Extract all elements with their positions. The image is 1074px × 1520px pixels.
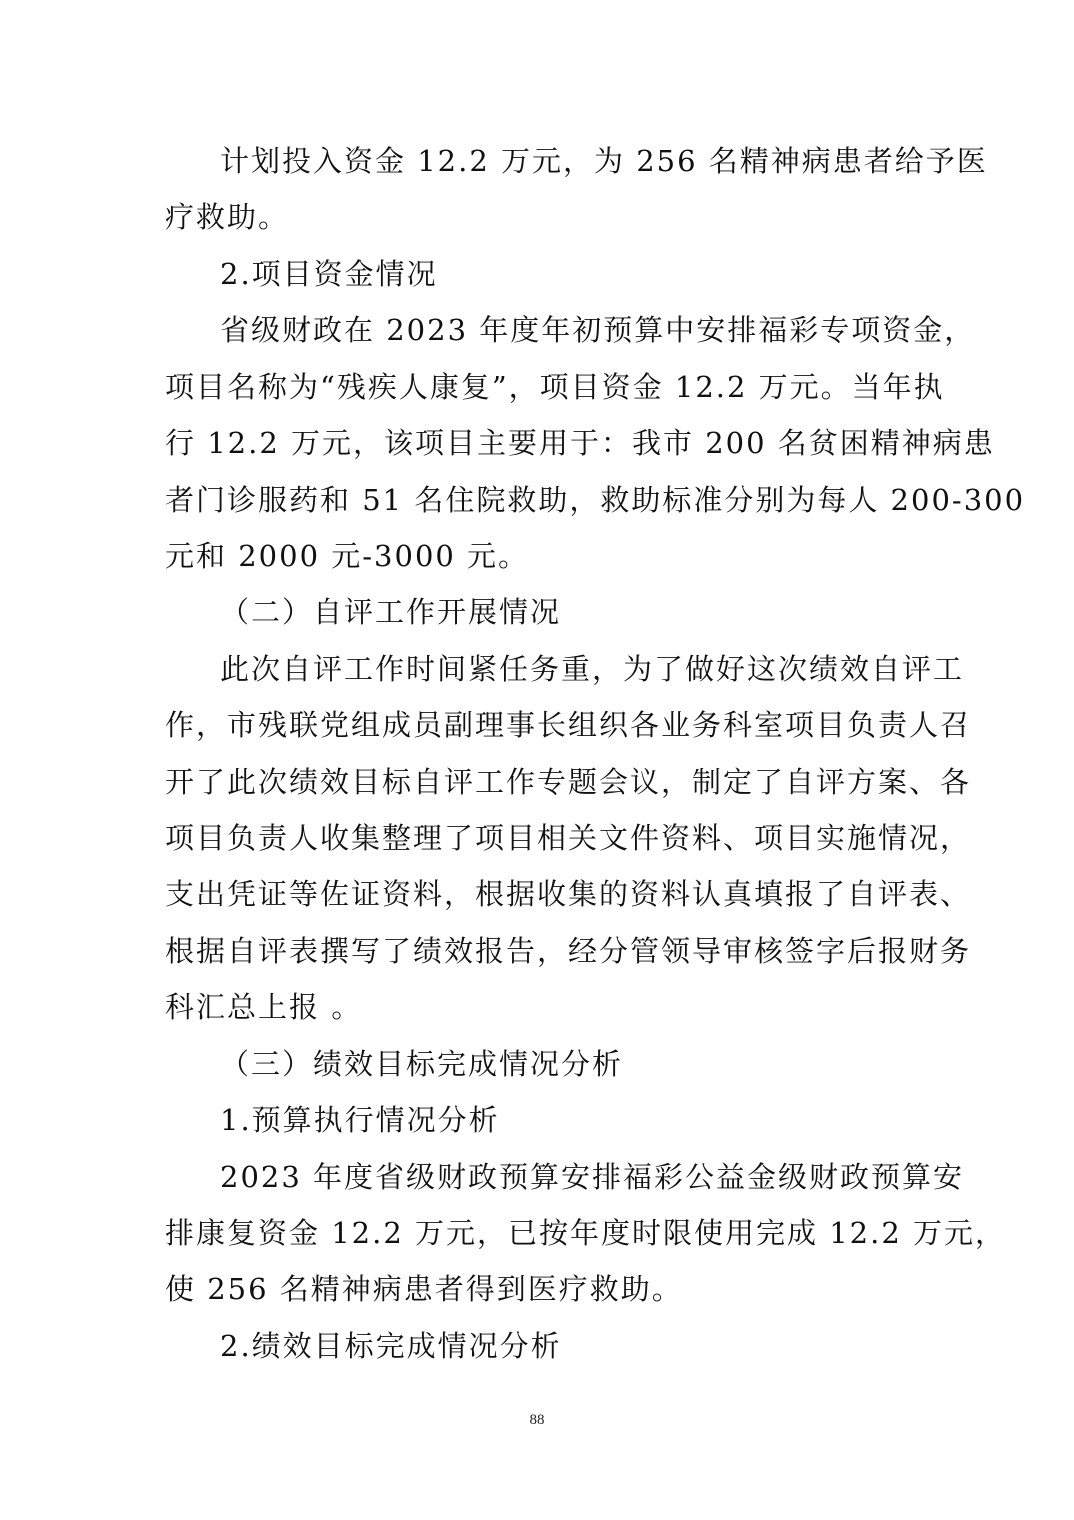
paragraph-line: 此次自评工作时间紧任务重，为了做好这次绩效自评工: [220, 652, 965, 686]
paragraph-line: 科汇总上报 。: [165, 990, 363, 1024]
section-heading: （二）自评工作开展情况: [220, 595, 562, 629]
paragraph-line: 根据自评表撰写了绩效报告，经分管领导审核签字后报财务: [165, 934, 972, 968]
paragraph-line: 省级财政在 2023 年度年初预算中安排福彩专项资金，: [220, 313, 976, 347]
paragraph-line: 行 12.2 万元，该项目主要用于：我市 200 名贫困精神病患: [165, 426, 995, 460]
paragraph-line: 使 256 名精神病患者得到医疗救助。: [165, 1272, 683, 1306]
paragraph-line: 疗救助。: [165, 200, 290, 234]
paragraph-line: 作，市残联党组成员副理事长组织各业务科室项目负责人召: [165, 708, 972, 742]
paragraph-line: 排康复资金 12.2 万元，已按年度时限使用完成 12.2 万元，: [165, 1216, 1007, 1250]
page-number: 88: [529, 1412, 545, 1428]
paragraph-line: 开了此次绩效目标自评工作专题会议，制定了自评方案、各: [165, 765, 972, 799]
paragraph-line: 者门诊服药和 51 名住院救助，救助标准分别为每人 200-300: [165, 483, 1026, 517]
section-heading: （三）绩效目标完成情况分析: [220, 1047, 624, 1081]
paragraph-line: 计划投入资金 12.2 万元，为 256 名精神病患者给予医: [220, 144, 988, 178]
paragraph-line: 项目名称为“残疾人康复”，项目资金 12.2 万元。当年执: [165, 370, 945, 404]
section-heading: 2.项目资金情况: [220, 257, 438, 291]
paragraph-line: 2023 年度省级财政预算安排福彩公益金级财政预算安: [220, 1160, 965, 1194]
section-heading: 2.绩效目标完成情况分析: [220, 1329, 562, 1363]
paragraph-line: 支出凭证等佐证资料，根据收集的资料认真填报了自评表、: [165, 877, 972, 911]
paragraph-line: 项目负责人收集整理了项目相关文件资料、项目实施情况，: [165, 821, 972, 855]
paragraph-line: 元和 2000 元-3000 元。: [165, 539, 530, 573]
section-heading: 1.预算执行情况分析: [220, 1103, 500, 1137]
